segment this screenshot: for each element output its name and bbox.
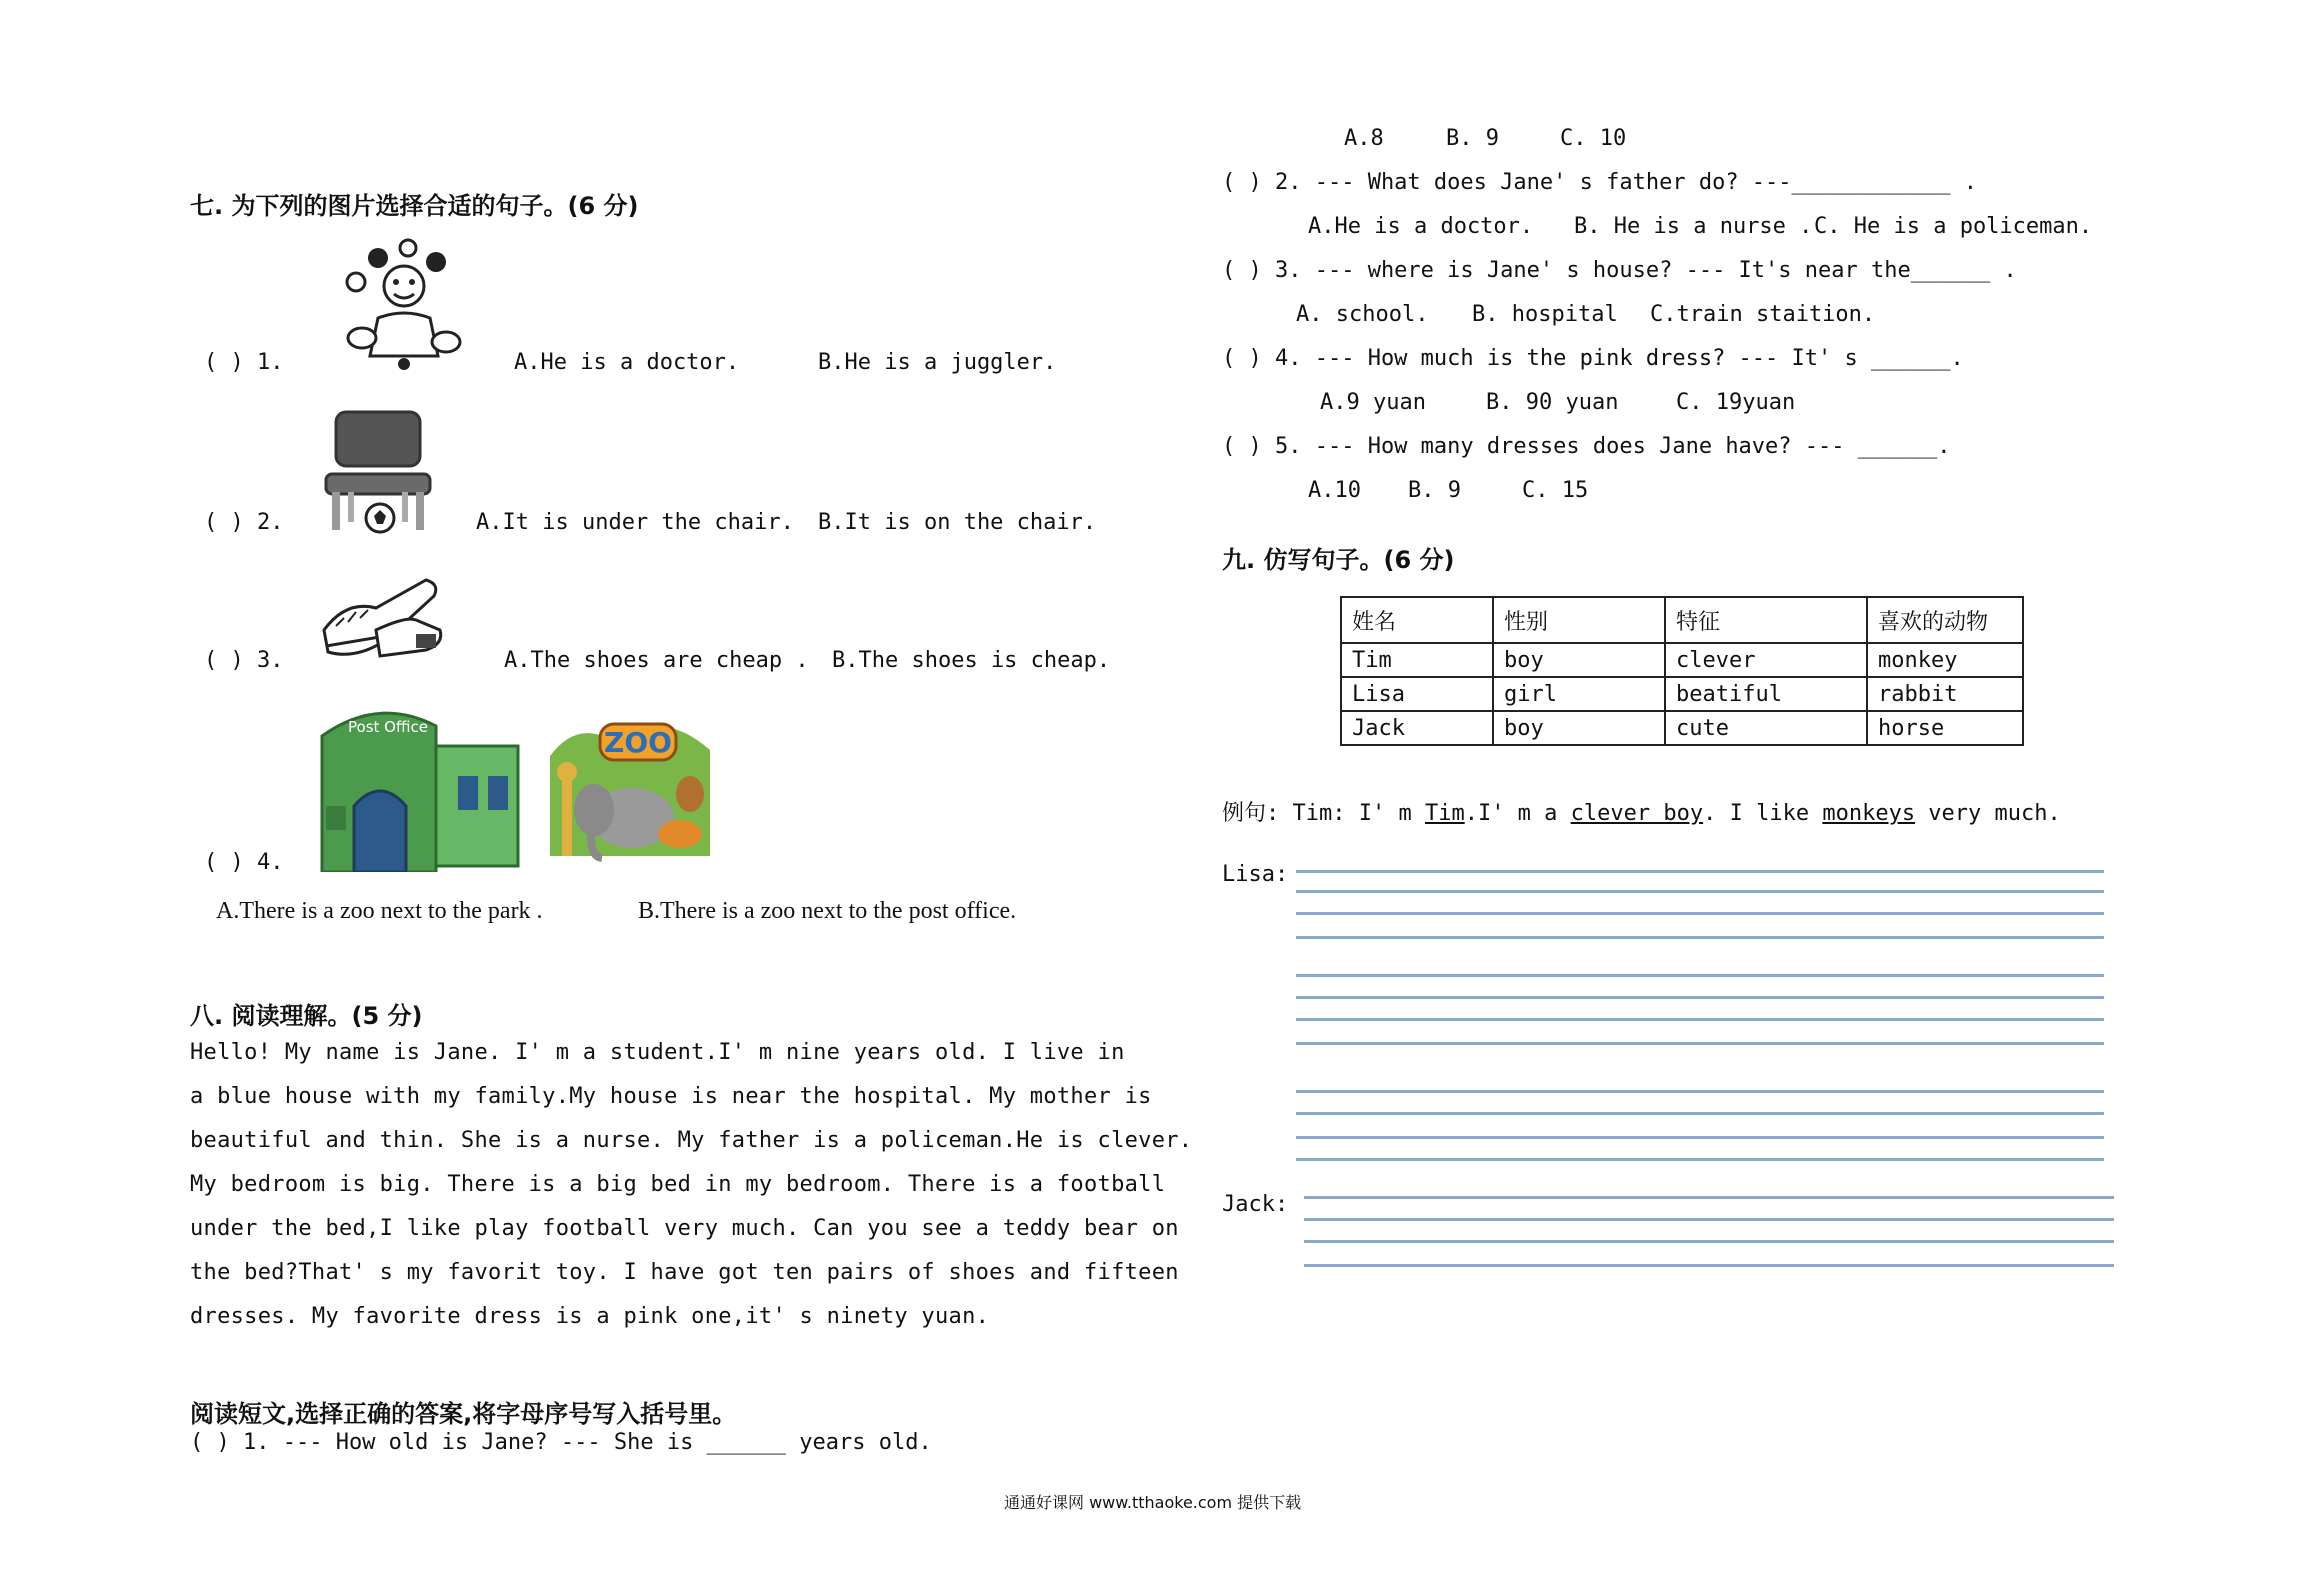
table-header-cell: 姓名 bbox=[1341, 597, 1493, 643]
table-cell: Tim bbox=[1341, 643, 1493, 677]
jack-label: Jack: bbox=[1222, 1192, 1289, 1217]
q7-3-option-a: A.The shoes are cheap . bbox=[504, 648, 809, 673]
lisa-writing-line[interactable] bbox=[1296, 1136, 2104, 1139]
example-trait: clever boy bbox=[1570, 801, 1704, 826]
reading-q4-option-b: B. 90 yuan bbox=[1486, 390, 1619, 415]
zoo-picture bbox=[540, 706, 720, 868]
table-cell: clever bbox=[1665, 643, 1867, 677]
q7-4-option-b: B.There is a zoo next to the post office. bbox=[638, 898, 1017, 924]
reading-q2-option-b: B. He is a nurse . bbox=[1574, 214, 1813, 239]
table-cell: boy bbox=[1493, 643, 1665, 677]
reading-q5-option-c: C. 15 bbox=[1522, 478, 1589, 503]
reading-q2[interactable]: ( ) 2. --- What does Jane' s father do? ---____________ . bbox=[1222, 170, 1977, 195]
table-cell: beatiful bbox=[1665, 677, 1867, 711]
q7-2-option-a: A.It is under the chair. bbox=[476, 510, 794, 535]
reading-q1-option-b: B. 9 bbox=[1446, 126, 1499, 151]
reading-q5[interactable]: ( ) 5. --- How many dresses does Jane have? --- ______. bbox=[1222, 434, 1951, 459]
page-footer: 通通好课网 www.tthaoke.com 提供下载 bbox=[1004, 1493, 1302, 1512]
lisa-writing-line[interactable] bbox=[1296, 996, 2104, 999]
juggler-picture bbox=[338, 238, 468, 370]
passage-line-5: under the bed,I like play football very much. Can you see a teddy bear on bbox=[190, 1216, 1179, 1241]
example-suffix: very much. bbox=[1915, 801, 2061, 826]
table-header-cell: 喜欢的动物 bbox=[1867, 597, 2023, 643]
reading-q4-option-a: A.9 yuan bbox=[1320, 390, 1426, 415]
table-cell: cute bbox=[1665, 711, 1867, 745]
section-7-heading: 七. 为下列的图片选择合适的句子。(6 分) bbox=[190, 192, 639, 220]
table-header-row bbox=[1341, 597, 2023, 643]
reading-q4-option-c: C. 19yuan bbox=[1676, 390, 1796, 415]
example-name: Tim bbox=[1424, 801, 1465, 826]
lisa-writing-line[interactable] bbox=[1296, 1018, 2104, 1021]
lisa-writing-line[interactable] bbox=[1296, 1112, 2104, 1115]
jack-writing-line[interactable] bbox=[1304, 1196, 2114, 1199]
reading-q4[interactable]: ( ) 4. --- How much is the pink dress? --- It' s ______. bbox=[1222, 346, 1964, 371]
table-header-cell: 性别 bbox=[1493, 597, 1665, 643]
q7-2-option-b: B.It is on the chair. bbox=[818, 510, 1097, 535]
table-cell: horse bbox=[1867, 711, 2023, 745]
passage-line-7: dresses. My favorite dress is a pink one,it' s ninety yuan. bbox=[190, 1304, 990, 1329]
zoo-sign: ZOO bbox=[604, 726, 672, 759]
table-cell: Jack bbox=[1341, 711, 1493, 745]
shoes-picture bbox=[316, 560, 446, 666]
reading-q1-option-c: C. 10 bbox=[1560, 126, 1627, 151]
table-cell: Lisa bbox=[1341, 677, 1493, 711]
example-sentence bbox=[1222, 796, 2061, 827]
reading-q3[interactable]: ( ) 3. --- where is Jane' s house? --- It's near the______ . bbox=[1222, 258, 2017, 283]
post-office-picture bbox=[318, 696, 522, 872]
lisa-writing-line[interactable] bbox=[1296, 1042, 2104, 1045]
reading-q1[interactable]: ( ) 1. --- How old is Jane? --- She is ______ years old. bbox=[190, 1430, 932, 1455]
table-cell: girl bbox=[1493, 677, 1665, 711]
jack-writing-line[interactable] bbox=[1304, 1218, 2114, 1221]
passage-line-1: Hello! My name is Jane. I' m a student.I' m nine years old. I live in bbox=[190, 1040, 1125, 1065]
q7-4-paren[interactable]: ( ) 4. bbox=[204, 850, 284, 875]
info-table bbox=[1340, 596, 2024, 746]
q7-2-paren[interactable]: ( ) 2. bbox=[204, 510, 284, 535]
lisa-writing-line[interactable] bbox=[1296, 870, 2104, 873]
table-cell: rabbit bbox=[1867, 677, 2023, 711]
lisa-writing-line[interactable] bbox=[1296, 890, 2104, 893]
post-office-sign: Post Office bbox=[348, 718, 428, 736]
q7-1-paren[interactable]: ( ) 1. bbox=[204, 350, 284, 375]
example-mid2: . I like bbox=[1703, 801, 1823, 826]
section-9-heading: 九. 仿写句子。(6 分) bbox=[1222, 546, 1455, 574]
reading-q3-option-a: A. school. bbox=[1296, 302, 1429, 327]
lisa-writing-line[interactable] bbox=[1296, 1158, 2104, 1161]
table-cell: boy bbox=[1493, 711, 1665, 745]
example-mid: .I' m a bbox=[1464, 801, 1571, 826]
passage-line-2: a blue house with my family.My house is near the hospital. My mother is bbox=[190, 1084, 1152, 1109]
passage-line-4: My bedroom is big. There is a big bed in my bedroom. There is a football bbox=[190, 1172, 1166, 1197]
passage-line-3: beautiful and thin. She is a nurse. My father is a policeman.He is clever. bbox=[190, 1128, 1193, 1153]
q7-3-option-b: B.The shoes is cheap. bbox=[832, 648, 1111, 673]
reading-q3-option-c: C.train staition. bbox=[1650, 302, 1876, 327]
lisa-writing-line[interactable] bbox=[1296, 974, 2104, 977]
lisa-writing-line[interactable] bbox=[1296, 912, 2104, 915]
reading-q1-option-a: A.8 bbox=[1344, 126, 1384, 151]
jack-writing-line[interactable] bbox=[1304, 1264, 2114, 1267]
q7-1-option-b: B.He is a juggler. bbox=[818, 350, 1057, 375]
reading-q5-option-b: B. 9 bbox=[1408, 478, 1461, 503]
example-animal: monkeys bbox=[1822, 801, 1916, 826]
passage-line-6: the bed?That' s my favorit toy. I have got ten pairs of shoes and fifteen bbox=[190, 1260, 1179, 1285]
table-header-cell: 特征 bbox=[1665, 597, 1867, 643]
lisa-writing-line[interactable] bbox=[1296, 1090, 2104, 1093]
reading-q2-option-c: C. He is a policeman. bbox=[1814, 214, 2093, 239]
chair-picture bbox=[318, 406, 438, 534]
reading-q2-option-a: A.He is a doctor. bbox=[1308, 214, 1534, 239]
table-row bbox=[1341, 711, 2023, 745]
reading-instruction: 阅读短文,选择正确的答案,将字母序号写入括号里。 bbox=[190, 1400, 737, 1428]
lisa-label: Lisa: bbox=[1222, 862, 1289, 887]
table-row bbox=[1341, 677, 2023, 711]
section-8-heading: 八. 阅读理解。(5 分) bbox=[190, 1002, 423, 1030]
example-prefix: 例句: Tim: I' m bbox=[1222, 801, 1425, 826]
lisa-writing-line[interactable] bbox=[1296, 936, 2104, 939]
table-row bbox=[1341, 643, 2023, 677]
jack-writing-line[interactable] bbox=[1304, 1240, 2114, 1243]
q7-1-option-a: A.He is a doctor. bbox=[514, 350, 740, 375]
table-cell: monkey bbox=[1867, 643, 2023, 677]
reading-q5-option-a: A.10 bbox=[1308, 478, 1361, 503]
q7-3-paren[interactable]: ( ) 3. bbox=[204, 648, 284, 673]
q7-4-option-a: A.There is a zoo next to the park . bbox=[216, 898, 543, 924]
reading-q3-option-b: B. hospital bbox=[1472, 302, 1618, 327]
